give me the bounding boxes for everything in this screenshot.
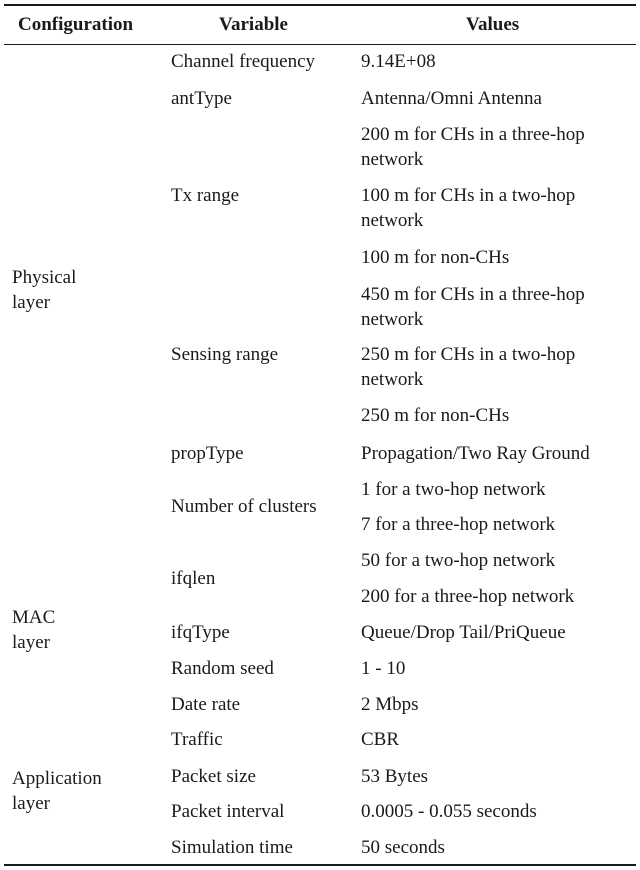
table-top-rule bbox=[4, 4, 636, 6]
value-date-rate: 2 Mbps bbox=[361, 694, 419, 715]
variable-date-rate: Date rate bbox=[171, 694, 241, 715]
value-sensing-range-3: 250 m for non-CHs bbox=[361, 405, 510, 426]
variable-number-of-clusters: Number of clusters bbox=[171, 496, 317, 517]
header-values: Values bbox=[466, 14, 520, 35]
variable-random-seed: Random seed bbox=[171, 658, 274, 679]
value-sensing-range-2: 250 m for CHs in a two-hop network bbox=[361, 344, 576, 390]
value-packet-size: 53 Bytes bbox=[361, 766, 429, 787]
variable-ifq-type: ifqType bbox=[171, 622, 230, 643]
value-packet-interval: 0.0005 - 0.055 seconds bbox=[361, 801, 537, 822]
variable-prop-type: propType bbox=[171, 443, 244, 464]
group-physical-layer: Physical layer bbox=[12, 267, 77, 313]
variable-channel-frequency: Channel frequency bbox=[171, 51, 316, 72]
value-clusters-1: 1 for a two-hop network bbox=[361, 479, 546, 500]
value-ifq-type: Queue/Drop Tail/PriQueue bbox=[361, 622, 566, 643]
variable-ifqlen: ifqlen bbox=[171, 568, 216, 589]
value-ifqlen-2: 200 for a three-hop network bbox=[361, 586, 575, 607]
value-simulation-time: 50 seconds bbox=[361, 837, 445, 858]
table-bottom-rule bbox=[4, 864, 636, 866]
variable-packet-size: Packet size bbox=[171, 766, 256, 787]
header-variable: Variable bbox=[219, 14, 288, 35]
header-configuration: Configuration bbox=[18, 14, 134, 35]
variable-simulation-time: Simulation time bbox=[171, 837, 293, 858]
variable-packet-interval: Packet interval bbox=[171, 801, 285, 822]
value-tx-range-3: 100 m for non-CHs bbox=[361, 247, 510, 268]
value-tx-range-1: 200 m for CHs in a three-hop network bbox=[361, 124, 585, 170]
value-random-seed: 1 - 10 bbox=[361, 658, 406, 679]
value-prop-type: Propagation/Two Ray Ground bbox=[361, 443, 590, 464]
variable-ant-type: antType bbox=[171, 88, 232, 109]
group-mac-layer: MAC layer bbox=[12, 607, 56, 653]
variable-sensing-range: Sensing range bbox=[171, 344, 279, 365]
value-ifqlen-1: 50 for a two-hop network bbox=[361, 550, 556, 571]
value-ant-type: Antenna/Omni Antenna bbox=[361, 88, 542, 109]
variable-tx-range: Tx range bbox=[171, 185, 240, 206]
variable-traffic: Traffic bbox=[171, 729, 223, 750]
value-clusters-2: 7 for a three-hop network bbox=[361, 514, 556, 535]
group-application-layer: Application layer bbox=[12, 768, 102, 814]
value-sensing-range-1: 450 m for CHs in a three-hop network bbox=[361, 284, 585, 330]
value-channel-frequency: 9.14E+08 bbox=[361, 51, 436, 72]
table-header-rule bbox=[4, 44, 636, 45]
value-traffic: CBR bbox=[361, 729, 400, 750]
value-tx-range-2: 100 m for CHs in a two-hop network bbox=[361, 185, 576, 231]
